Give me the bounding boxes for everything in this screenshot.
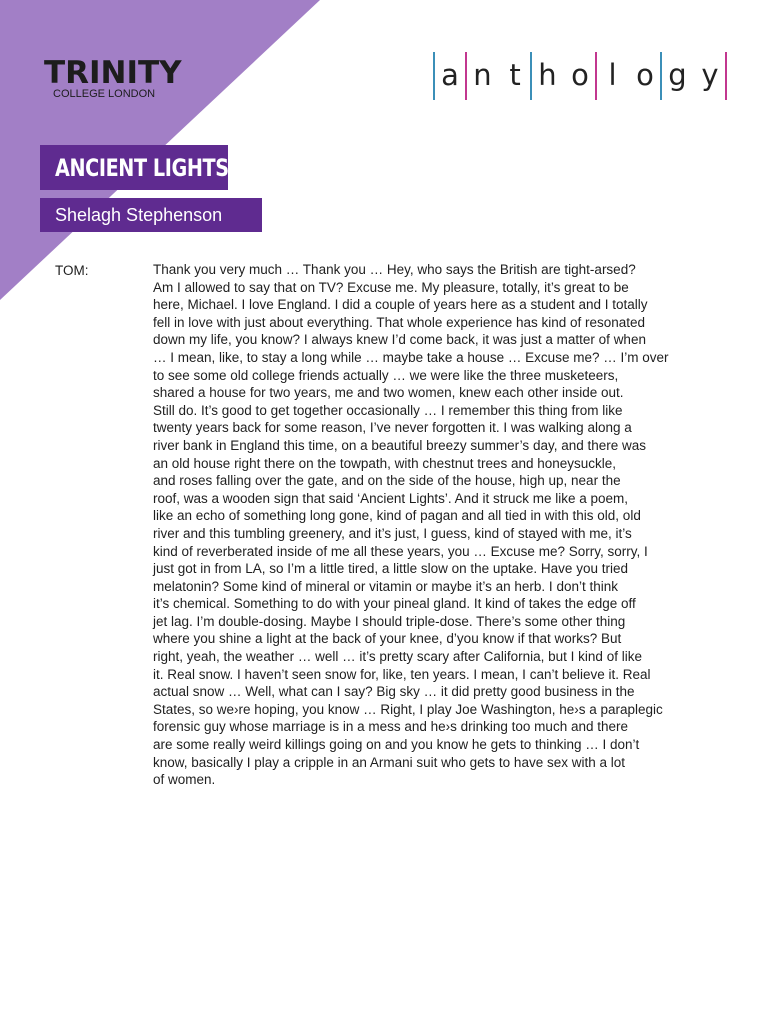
wordmark-letter: n — [473, 58, 492, 92]
wordmark-letter: a — [441, 58, 459, 92]
author-banner — [40, 198, 262, 232]
speech-line: and roses falling over the gate, and on the side of the house, high up, near the — [153, 473, 621, 489]
wordmark-divider — [530, 52, 532, 100]
logo-subtitle: COLLEGE LONDON — [53, 88, 156, 100]
wordmark-divider — [465, 52, 467, 100]
speech-line: it. Real snow. I haven’t seen snow for, like, ten years. I mean, I can’t believe it. Real — [153, 666, 651, 682]
speech-line: are some really weird killings going on and you know he gets to thinking … I don’t — [153, 737, 640, 753]
speech-line: where you shine a light at the back of your knee, d’you know if that works? But — [153, 631, 622, 647]
speech-line: jet lag. I’m double-dosing. Maybe I should triple-dose. There’s some other thing — [153, 613, 626, 629]
play-title: ANCIENT LIGHTS — [55, 153, 229, 182]
speech-line: shared a house for two years, me and two women, knew each other inside out. — [153, 385, 624, 401]
play-title-banner — [40, 145, 228, 190]
speech-line: of women. — [153, 772, 216, 788]
speech-line: know, basically I play a cripple in an Armani suit who gets to have sex with a lot — [153, 754, 625, 770]
speech-line: twenty years back for some reason, I’ve never forgotten it. I was walking along a — [153, 420, 632, 436]
wordmark-divider — [595, 52, 597, 100]
wordmark-divider — [725, 52, 727, 100]
speech-line: Thank you very much … Thank you … Hey, who says the British are tight-arsed? — [153, 262, 636, 277]
speech-line: roof, was a wooden sign that said ‘Ancient Lights’. And it struck me like a poem, — [153, 490, 628, 506]
wordmark-letter: h — [538, 58, 557, 92]
speech-line: kind of reverberated inside of me all these years, you … Excuse me? Sorry, sorry, I — [153, 543, 648, 559]
speech-line: down my life, you know? I always knew I’d come back, it was just a matter of when — [153, 332, 646, 348]
speech-line: here, Michael. I love England. I did a couple of years here as a student and I totally — [153, 297, 648, 313]
speaker-label: TOM: — [55, 263, 89, 278]
wordmark-letter: g — [668, 58, 687, 92]
speech-line: melatonin? Some kind of mineral or vitamin or maybe it’s an herb. I don’t think — [153, 578, 618, 594]
speech-line: like an echo of something long gone, kind of pagan and all tied in with this old, old — [153, 508, 641, 524]
wordmark-letter: t — [509, 58, 521, 92]
speech-line: it’s chemical. Something to do with your pineal gland. It kind of takes the edge off — [153, 596, 636, 612]
trinity-logo — [44, 55, 182, 100]
wordmark-letter: l — [608, 58, 617, 92]
speech-line: … I mean, like, to stay a long while … maybe take a house … Excuse me? … I’m over — [153, 349, 669, 365]
speech-line: to see some old college friends actually … we were like the three musketeers, — [153, 367, 619, 383]
speech-line: States, so we›re hoping, you know … Right, I play Joe Washington, he›s a paraplegic — [153, 701, 663, 717]
speech-text — [153, 261, 733, 789]
speech-line: Still do. It’s good to get together occasionally … I remember this thing from like — [153, 402, 623, 418]
author-name: Shelagh Stephenson — [55, 204, 223, 225]
wordmark-divider — [660, 52, 662, 100]
speech-line: an old house right there on the towpath, with chestnut trees and honeysuckle, — [153, 455, 617, 471]
wordmark-letter: y — [701, 58, 719, 92]
speech-line: fell in love with just about everything. That whole experience has kind of resonated — [153, 314, 646, 330]
speech-line: just got in from LA, so I’m a little tired, a little slow on the uptake. Have you tried — [153, 561, 628, 577]
speech-line: river bank in England this time, on a beautiful breezy summer’s day, and there was — [153, 437, 647, 453]
speech-line: right, yeah, the weather … well … it’s pretty scary after California, but I kind of like — [153, 649, 642, 665]
wordmark-letter: o — [636, 58, 654, 92]
wordmark-letter: o — [571, 58, 589, 92]
speech-line: Am I allowed to say that on TV? Excuse me. My pleasure, totally, it’s great to be — [153, 279, 629, 295]
speech-line: river and this tumbling greenery, and it’s just, I guess, kind of stayed with me, it’s — [153, 525, 632, 541]
speech-line: forensic guy whose marriage is in a mess and he›s drinking too much and there — [153, 719, 628, 735]
logo-wordmark: TRINITY — [44, 55, 182, 91]
speech-line: actual snow … Well, what can I say? Big sky … it did pretty good business in the — [153, 684, 635, 700]
